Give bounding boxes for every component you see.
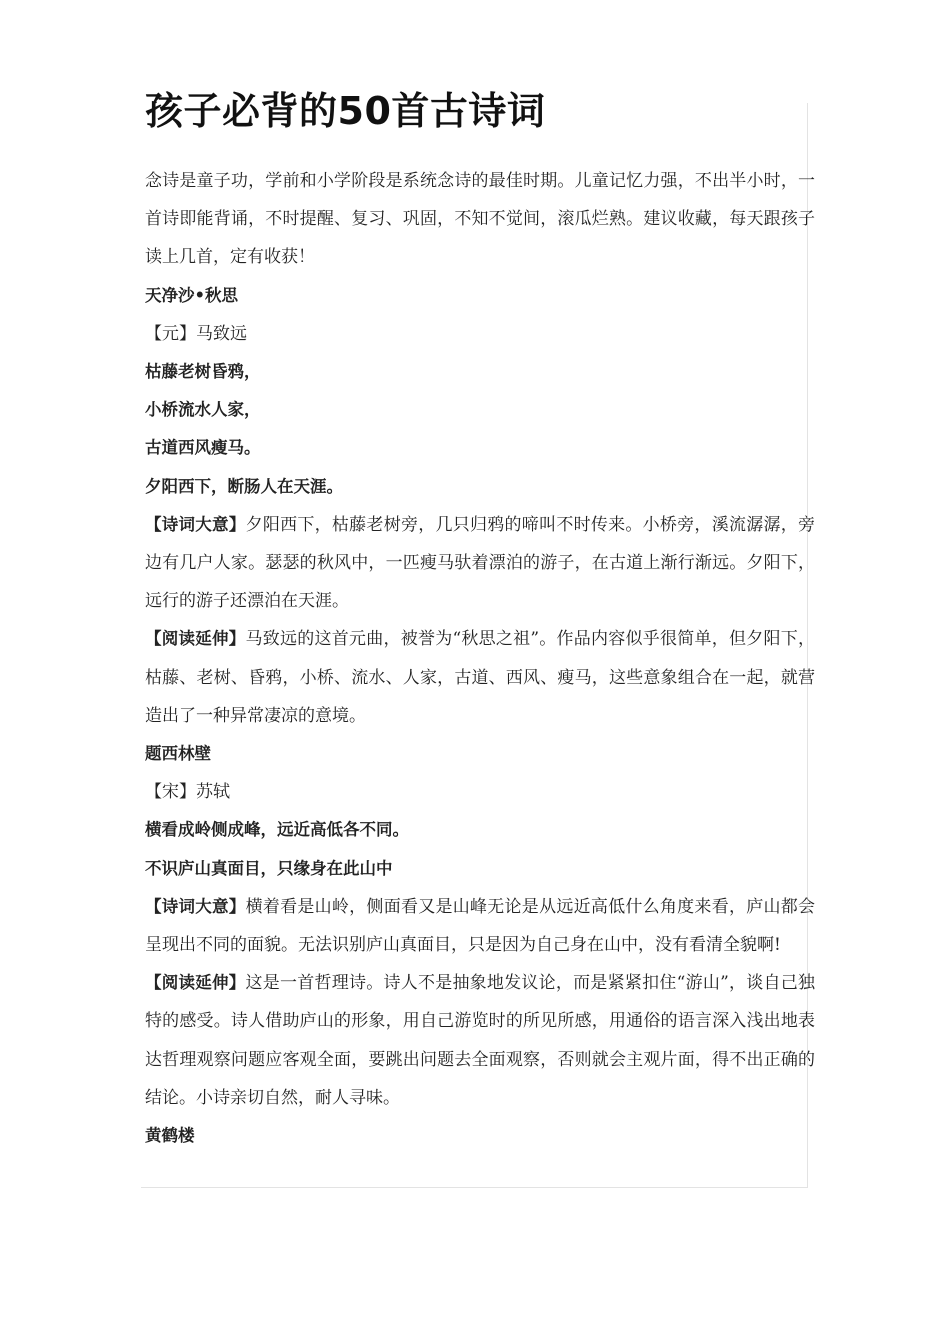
meaning-label: 【诗词大意】 — [145, 896, 246, 916]
poem-meaning — [145, 506, 815, 621]
document-title: 孩子必背的50首古诗词 — [145, 89, 546, 133]
extension-text: 马致远的这首元曲，被誉为“秋思之祖”。作品内容似乎很简单，但夕阳下，枯藤、老树、昏鸦，小桥、流水、人家，古道、西风、瘦马，这些意象组合在一起，就营造出了一种异常凄凉的意境。 — [145, 629, 815, 726]
extension-label: 【阅读延伸】 — [145, 629, 246, 649]
document-body — [145, 82, 815, 1155]
poem-line: 古道西风瘦马。 — [145, 438, 261, 458]
poem-title: 天净沙•秋思 — [145, 285, 239, 305]
intro-paragraph: 念诗是童子功，学前和小学阶段是系统念诗的最佳时期。儿童记忆力强，不出半小时，一首诗即能背诵，不时提醒、复习、巩固，不知不觉间，滚瓜烂熟。建议收藏，每天跟孩子读上几首，定有收获！ — [145, 171, 815, 268]
poem-author: 【宋】苏轼 — [145, 782, 230, 803]
poem-extension — [145, 620, 815, 735]
poem-title: 题西林壁 — [145, 744, 211, 764]
poem-author: 【元】马致远 — [145, 323, 247, 344]
meaning-label: 【诗词大意】 — [145, 514, 246, 534]
meaning-text: 横着看是山岭，侧面看又是山峰无论是从远近高低什么角度来看，庐山都会呈现出不同的面貌。无法识别庐山真面目，只是因为自己身在山中，没有看清全貌啊! — [145, 896, 816, 956]
poem-line: 横看成岭侧成峰，远近高低各不同。 — [145, 820, 409, 840]
poem-title: 黄鹤楼 — [145, 1126, 195, 1146]
poem-line: 枯藤老树昏鸦， — [145, 362, 261, 382]
poem-meaning — [145, 888, 815, 964]
extension-text: 这是一首哲理诗。诗人不是抽象地发议论，而是紧紧扣住“游山”，谈自己独特的感受。诗人借助庐山的形象，用自己游览时的所见所感，用通俗的语言深入浅出地表达哲理观察问题应客观全面，要跳出问题去全面观察，否则就会主观片面，得不出正确的结论。小诗亲切自然，耐人寻味。 — [145, 973, 815, 1108]
poem-extension — [145, 964, 815, 1117]
poem-line: 夕阳西下，断肠人在天涯。 — [145, 476, 343, 496]
poem-line: 不识庐山真面目，只缘身在此山中 — [145, 858, 393, 878]
poem-line: 小桥流水人家， — [145, 400, 261, 420]
meaning-text: 夕阳西下，枯藤老树旁，几只归鸦的啼叫不时传来。小桥旁，溪流潺潺，旁边有几户人家。瑟瑟的秋风中，一匹瘦马驮着漂泊的游子，在古道上渐行渐远。夕阳下，远行的游子还漂泊在天涯。 — [145, 514, 816, 612]
extension-label: 【阅读延伸】 — [145, 973, 246, 993]
